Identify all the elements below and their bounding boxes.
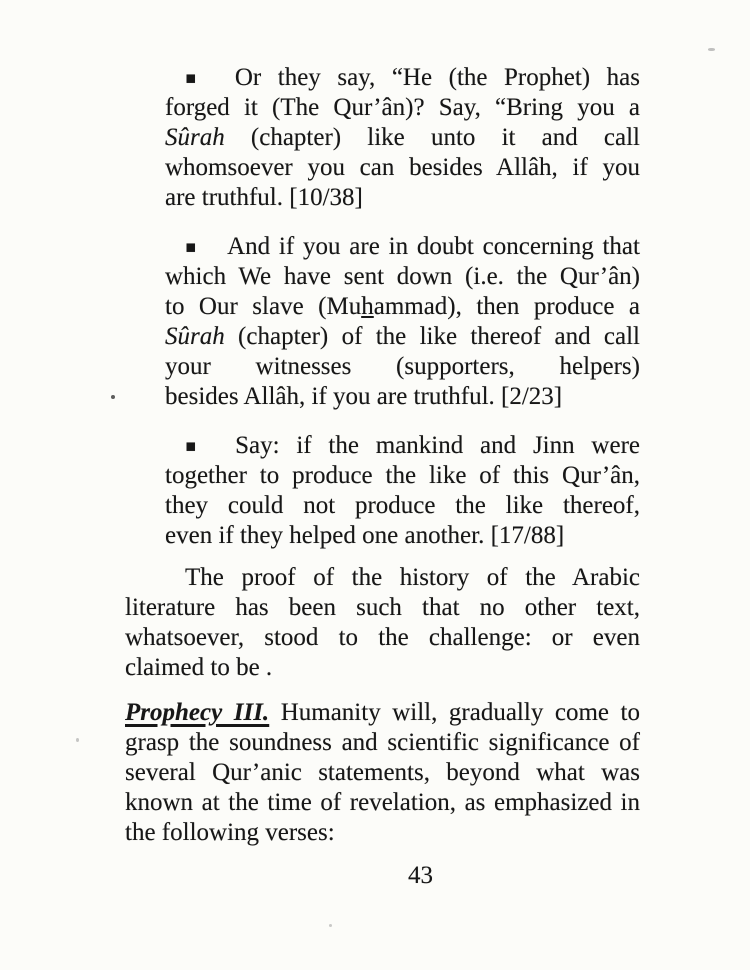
text-run: known at the time of revelation, as emphasized in: [125, 789, 640, 816]
text-run: besides Allâh, if you are truthful. [2/23]: [165, 383, 563, 410]
text-line: [165, 382, 640, 412]
text-line: [165, 292, 640, 322]
text-run: And if you are in doubt concerning that: [227, 233, 640, 260]
bullet-item: [165, 431, 640, 551]
paragraph: [125, 563, 640, 683]
scan-speck: [76, 738, 79, 742]
bullet-square-icon: ▪: [185, 436, 208, 456]
text-line: [165, 491, 640, 521]
text-line: [125, 818, 640, 848]
text-run: whomsoever you can besides Allâh, if you: [165, 154, 640, 181]
text-line: [125, 698, 640, 728]
text-line: [165, 352, 640, 382]
text-run: Or they say, “He (the Prophet) has: [234, 64, 640, 91]
scan-speck: [708, 48, 715, 51]
text-line: [125, 788, 640, 818]
text-line: [165, 521, 640, 551]
text-run: the following verses:: [125, 819, 335, 846]
text-line: [165, 232, 640, 262]
text-line: [165, 93, 640, 123]
text-run: (chapter) of the like thereof and call: [224, 323, 640, 350]
text-run: (chapter) like unto it and call: [224, 124, 640, 151]
text-line: [165, 461, 640, 491]
text-line: [125, 653, 640, 683]
text-line: [165, 123, 640, 153]
text-line: [165, 183, 640, 213]
page-content: [125, 63, 640, 891]
bullet-item: [165, 232, 640, 412]
text-line: [165, 63, 640, 93]
bullet-item: [165, 63, 640, 213]
text-blocks: [125, 63, 640, 848]
text-line: [125, 623, 640, 653]
text-run: Sûrah: [165, 323, 225, 350]
text-run: Say: if the mankind and Jinn were: [235, 432, 640, 459]
bullet-square-icon: ▪: [185, 237, 200, 257]
text-run: whatsoever, stood to the challenge: or even: [125, 624, 640, 651]
text-run: your witnesses (supporters, helpers): [165, 353, 640, 380]
text-run: ammad), then produce a: [373, 293, 640, 320]
text-run: literature has been such that no other text,: [125, 594, 640, 621]
text-run: even if they helped one another. [17/88]: [165, 522, 565, 549]
text-run: grasp the soundness and scientific significance of: [125, 729, 640, 756]
page-number: 43: [408, 862, 433, 889]
prophecy-heading: Prophecy III.: [125, 699, 270, 726]
text-run: Sûrah: [165, 124, 225, 151]
text-run: h: [361, 293, 374, 320]
text-run: several Qur’anic statements, beyond what was: [125, 759, 640, 786]
text-line: [125, 728, 640, 758]
text-run: are truthful. [10/38]: [165, 184, 363, 211]
text-line: [165, 153, 640, 183]
text-line: [125, 758, 640, 788]
bullet-square-icon: ▪: [185, 68, 207, 88]
text-run: to Our slave (Mu: [165, 293, 362, 320]
text-line: [125, 593, 640, 623]
text-run: forged it (The Qur’ân)? Say, “Bring you a: [165, 94, 640, 121]
text-run: Humanity will, gradually come to: [269, 699, 640, 726]
text-line: [165, 322, 640, 352]
text-run: claimed to be .: [125, 654, 273, 681]
text-run: together to produce the like of this Qur’ân,: [165, 462, 640, 489]
text-run: which We have sent down (i.e. the Qur’ân): [165, 263, 640, 290]
text-run: they could not produce the like thereof,: [165, 492, 640, 519]
text-run: The proof of the history of the Arabic: [185, 564, 640, 591]
text-line: [165, 431, 640, 461]
text-line: [165, 262, 640, 292]
text-line: [125, 563, 640, 593]
scan-speck: [111, 395, 115, 399]
scan-speck: [329, 924, 332, 927]
paragraph: [125, 698, 640, 848]
